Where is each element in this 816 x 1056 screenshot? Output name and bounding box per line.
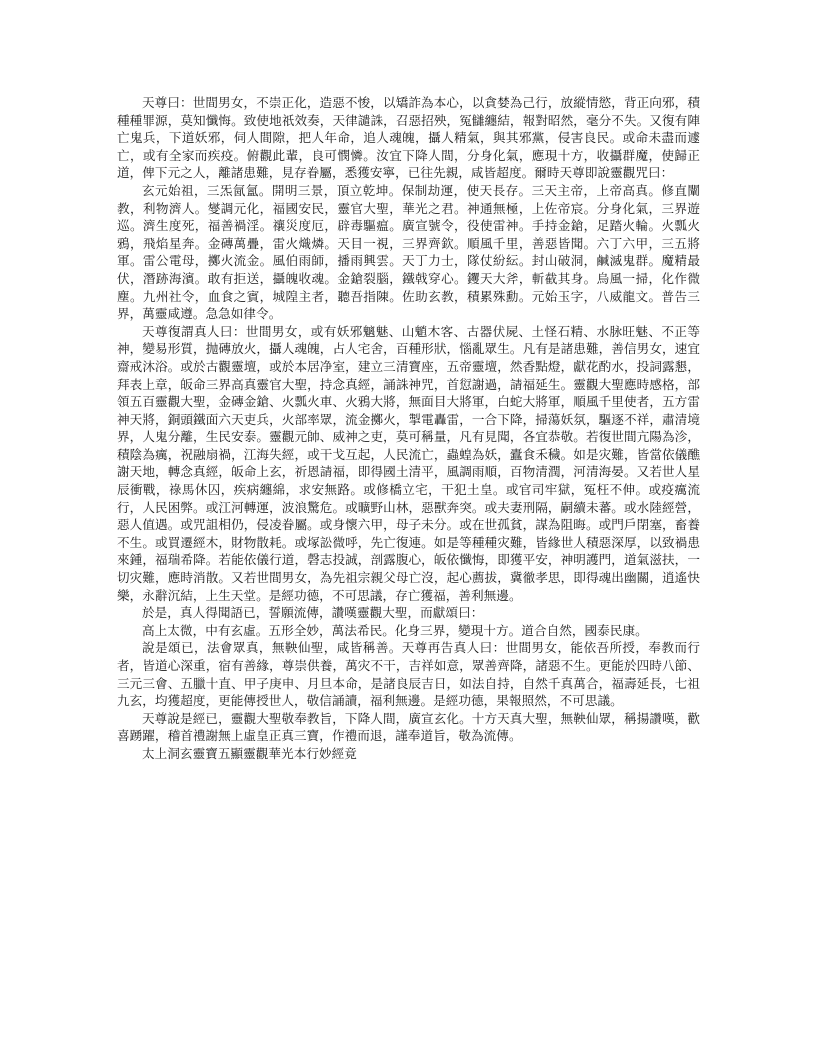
paragraph-assembly-praise: 說是頌已，法會眾真，無鞅仙聖，咸皆稱善。天尊再告真人曰：世間男女，能依吾所授，奉教而行者，皆道心深重，宿有善緣，尊崇供養，萬灾不干，吉祥如意，眾善齊降，諸惡不生。更能於四時八節、三元三會、五臘十直、甲子庚申、月旦本命，是諸良辰吉日，如法自持，自然千真萬合，福壽延長，七祖九玄，均獲超度，更能傳授世人，敬信誦讀，福利無邊。是經功德，果報照然，不可思議。 xyxy=(117,640,700,709)
scripture-end-title: 太上洞玄靈寶五顯靈觀華光本行妙經竟 xyxy=(142,745,357,761)
paragraph-lingguan-incantation: 玄元始祖，三炁氤氳。開明三景，頂立乾坤。保制劫運，使天長存。三天主帝，上帝高真。修直闡教，利物濟人。燮調元化，福國安民，靈官大聖，華光之君。神通無極，上佐帝宸。分身化氣，三界遊巡。濟生度死，福善禍淫。禳災度厄，辟毒驅瘟。廣宣號令，役使雷神。手持金鎗，足踏火輪。火瓢火鴉，飛焰星奔。金磚萬疊，雷火熾燐。天目一視，三界齊欽。順風千里，善惡皆聞。六丁六甲，三五將軍。雷公電母，擲火流金。風伯雨師，播雨興雲。天丁力士，隊仗紛紜。封山破洞，鹹滅鬼群。魔精最伏，潛跡海濱。敢有拒送，攝魄收魂。金鎗裂腦，鐵戟穿心。钁天大斧，斬截其身。烏風一掃，化作微塵。九州社令，血食之賓，城隍主者，聽吾指陳。佐助玄教，積累殊勳。元始玉字，八威龍文。普告三界，萬靈咸遵。急急如律令。 xyxy=(117,182,700,322)
scripture-page xyxy=(117,94,700,763)
paragraph-closing: 天尊說是經已，靈觀大聖敬奉教旨，下降人間，廣宣玄化。十方天真大聖，無鞅仙眾，稱揚讚嘆，歡喜踴躍，稽首禮謝無上虛皇正真三寶，作禮而退，謹奉道旨，敬為流傳。 xyxy=(117,710,700,744)
paragraph-heavenly-worthy-decree: 天尊曰：世間男女，不崇正化，造惡不悛，以矯詐為本心，以貪婪為己行，放縱情慾，背正向邪，積種種罪源，莫知懺悔。致使地祇效奏，天律譴誅，召惡招殃，冤讎纏結，報對昭然，毫分不失。又復有陣亡鬼兵，下道妖邪，伺人間隙，把人年命，追人魂魄，攝人精氣，與其邪黨，侵害良民。或命未盡而遽亡，或有全家而疾疫。俯觀此輩，良可憫憐。汝宜下降人間，分身化氣，應現十方，收攝群魔，使歸正道，俾下元之人，離諸患難，見存眷屬，悉獲安寧，已往先親，咸皆超度。爾時天尊即說靈觀咒曰： xyxy=(117,95,700,181)
paragraph-perfected-vow: 於是，真人得聞語已，誓願流傳，讚嘆靈觀大聖，而獻頌曰： xyxy=(142,605,484,621)
paragraph-calamities-and-rites: 天尊復謂真人曰：世間男女，或有妖邪魑魅、山魈木客、古器伏屍、土怪石精、水脉旺魅、不正等神，變易形質，抛磚放火，攝人魂魄，占人宅舍，百種形狀，惱亂眾生。凡有是諸患難，善信男女，速宜齋戒沐浴。或於古觀靈壇，或於本居净室，建立三清寶座，五帝靈壇，然香點燈，獻花酌水，投詞露懇，拜表上章，皈命三界高真靈官大聖，持念真經，誦誅神咒，首愆謝過，請福延生。靈觀大聖應時感格，部領五百靈觀大聖，金磚金鎗、火瓢火車、火鴉大將，無面目大將軍，白蛇大將軍，順風千里使者，五方雷神天將，銅頭鐵面六天吏兵，火部率眾，流金擲火，掣電轟雷，一合下降，掃蕩妖氛，驅逐不祥，肅清境界，人鬼分離，生民安泰。靈觀元帥、威神之吏，莫可稱量，凡有見聞，各宜恭敬。若復世間亢陽為沴，積陰為癘，祝融扇禍，江海失經，或干戈互起，人民流亡，蟲蝗為妖，蠹食禾穢。如是灾難，皆當依儀醮謝天地，轉念真經，皈命上玄，祈恩請福，即得國土清平，風調雨順，百物清潤，河清海晏。又若世人星辰衝戰，祿馬休囚，疾病纏綿，求安無路。或修橋立宅，干犯土皇。或官司牢獄，冤枉不伸。或疫癘流行，人民困弊。或江河轉運，波浪驚危。或曠野山林，惡獸奔突。或夫妻刑隔，嗣續未蕃。或水陸經營，惡人值遇。或咒詛相仍，侵凌眷屬。或身懷六甲，母子未分。或在世孤貧，謀為阻晦。或門戶閉塞，畜養不生。或買遷經木，財物散耗。或塚訟微呼，先亡復連。如是等種種灾難，皆緣世人積惡深厚，以致禍患來鍾，福瑞希降。若能依儀行道，磬志投誠，剖露腹心，皈依懺悔，即獲平安，神明護門，道氣滋扶，一切灾難，應時消散。又若世間男女，為先祖宗親父母亡沒，起心薦拔，冀徹孝思，即得魂出幽關，逍遙快樂，永辭沉結，上生天堂。是經功德，不可思議，存亡獲福，善利無邊。 xyxy=(117,323,700,603)
paragraph-hymn: 高上太微，中有玄虛。五形全妙，萬法希民。化身三界，變現十方。道合自然，國泰民康。 xyxy=(142,622,648,638)
